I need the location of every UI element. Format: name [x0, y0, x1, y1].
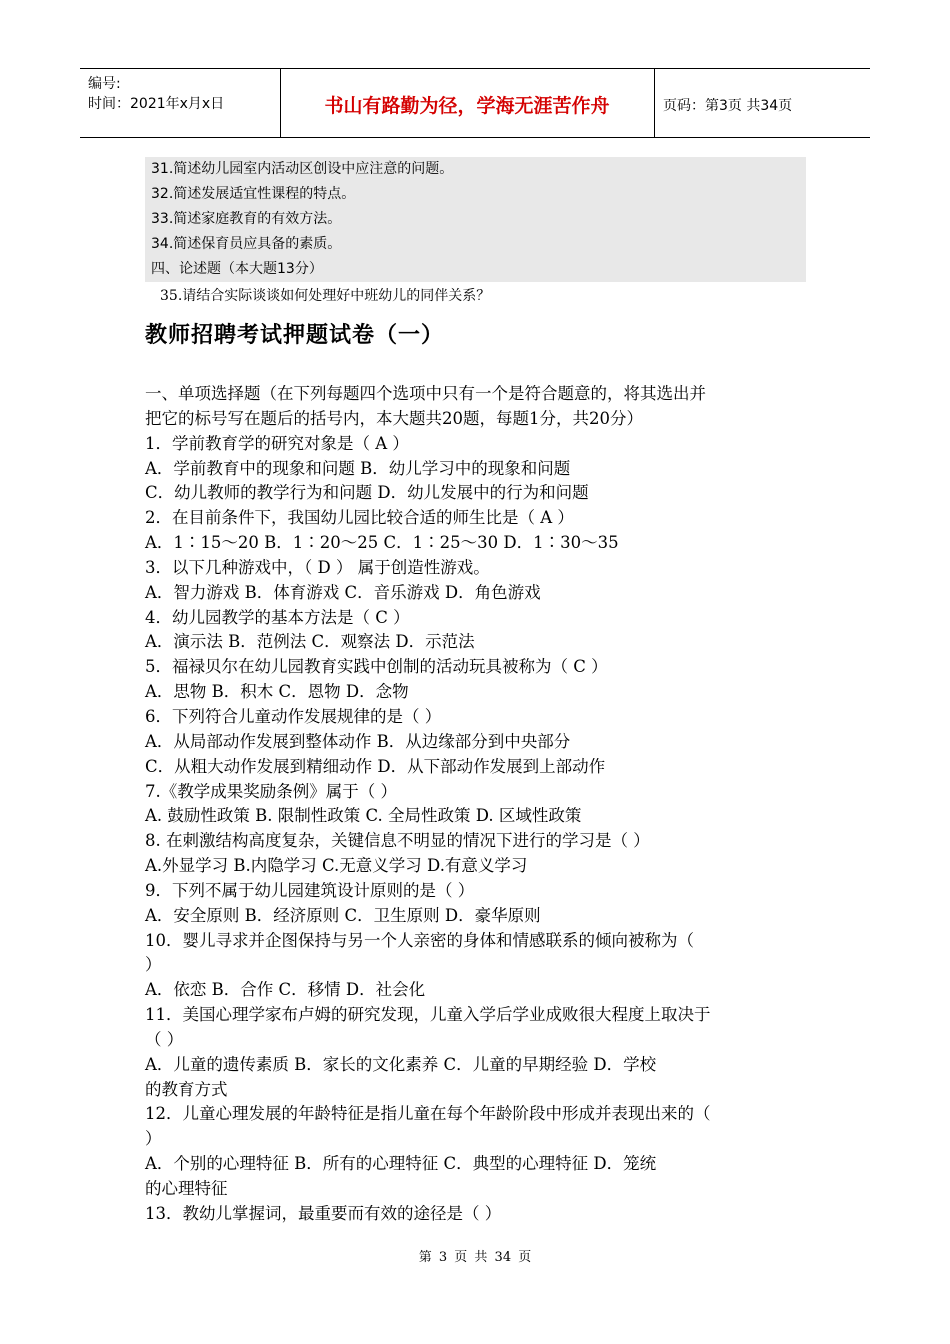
exam-line: ）	[145, 955, 162, 975]
exam-line: 的心理特征	[145, 1179, 228, 1198]
exam-line: 的教育方式	[145, 1079, 228, 1099]
exam-line: A．思物 B．积木 C．恩物 D．念物	[145, 682, 409, 702]
exam-line: 把它的标号写在题后的括号内，本大题共20题，每题1分，共20分）	[145, 408, 643, 428]
question-35: 35.请结合实际谈谈如何处理好中班幼儿的同伴关系？	[160, 288, 491, 304]
exam-line: A．从局部动作发展到整体动作 B．从边缘部分到中央部分	[145, 731, 571, 751]
question-33: 33.简述家庭教育的有效方法。	[151, 211, 342, 227]
exam-line: A.外显学习 B.内隐学习 C.无意义学习 D.有意义学习	[145, 856, 528, 876]
exam-line: A．学前教育中的现象和问题 B．幼儿学习中的现象和问题	[145, 458, 571, 478]
exam-line: 8. 在刺激结构高度复杂，关键信息不明显的情况下进行的学习是（ ）	[145, 831, 650, 851]
exam-line: 6．下列符合儿童动作发展规律的是（ ）	[145, 706, 442, 726]
exam-line: A．演示法 B．范例法 C．观察法 D．示范法	[145, 632, 475, 652]
page-footer: 第 3 页 共 34 页	[418, 1250, 532, 1265]
exam-line: 1．学前教育学的研究对象是（ A ）	[145, 433, 409, 453]
exam-line: 2．在目前条件下，我国幼儿园比较合适的师生比是（ A ）	[145, 508, 574, 528]
question-32: 32.简述发展适宜性课程的特点。	[151, 186, 356, 202]
exam-line: 5．福禄贝尔在幼儿园教育实践中创制的活动玩具被称为（ C ）	[145, 657, 608, 677]
exam-line: A. 鼓励性政策 B. 限制性政策 C. 全局性政策 D. 区域性政策	[145, 806, 582, 826]
exam-line: 12．儿童心理发展的年龄特征是指儿童在每个年龄阶段中形成并表现出来的（	[145, 1104, 711, 1124]
exam-line: A．儿童的遗传素质 B．家长的文化素养 C．儿童的早期经验 D．学校	[145, 1054, 657, 1074]
exam-line: C．从粗大动作发展到精细动作 D．从下部动作发展到上部动作	[145, 756, 606, 776]
page-label: 页码：第3页 共34页	[663, 98, 793, 114]
exam-line: A．个别的心理特征 B．所有的心理特征 C．典型的心理特征 D．笼统	[145, 1154, 657, 1174]
exam-line: A．智力游戏 B．体育游戏 C．音乐游戏 D．角色游戏	[145, 582, 541, 602]
exam-line: 13．教幼儿掌握词，最重要而有效的途径是（ ）	[145, 1203, 502, 1223]
page-header	[80, 68, 870, 138]
exam-line: C．幼儿教师的教学行为和问题 D．幼儿发展中的行为和问题	[145, 483, 589, 503]
exam-line: ）	[145, 1129, 162, 1149]
exam-line: 3．以下几种游戏中，（ D ） 属于创造性游戏。	[145, 557, 490, 577]
exam-line: 10．婴儿寻求并企图保持与另一个人亲密的身体和情感联系的倾向被称为（	[145, 930, 694, 950]
shaded-question-block	[145, 157, 806, 282]
exam-line: 一、单项选择题（在下列每题四个选项中只有一个是符合题意的，将其选出并	[145, 384, 706, 403]
exam-line: 4．幼儿园教学的基本方法是（ C ）	[145, 607, 410, 627]
header-right-cell	[655, 69, 870, 137]
section-four-heading: 四、论述题（本大题13分）	[151, 261, 323, 277]
question-31: 31.简述幼儿园室内活动区创设中应注意的问题。	[151, 161, 454, 177]
header-motto-cell	[280, 69, 655, 137]
number-label: 编号:	[88, 76, 121, 92]
exam-body	[145, 382, 810, 1227]
exam-title: 教师招聘考试押题试卷（一）	[145, 323, 445, 348]
exam-line: A．1∶15～20 B．1∶20～25 C．1∶25～30 D．1∶30～35	[145, 533, 619, 553]
header-left-cell	[80, 69, 281, 137]
exam-line: 7.《教学成果奖励条例》属于（ ）	[145, 781, 397, 801]
time-label: 时间：2021年x月x日	[88, 96, 225, 112]
exam-line: 9．下列不属于幼儿园建筑设计原则的是（ ）	[145, 880, 475, 900]
exam-line: 11．美国心理学家布卢姆的研究发现，儿童入学后学业成败很大程度上取决于	[145, 1005, 711, 1025]
exam-line: A．安全原则 B．经济原则 C．卫生原则 D．豪华原则	[145, 905, 541, 925]
exam-line: （ ）	[145, 1029, 184, 1049]
exam-line: A．依恋 B．合作 C．移情 D．社会化	[145, 980, 426, 1000]
motto: 书山有路勤为径，学海无涯苦作舟	[324, 95, 610, 117]
question-34: 34.简述保育员应具备的素质。	[151, 236, 342, 252]
